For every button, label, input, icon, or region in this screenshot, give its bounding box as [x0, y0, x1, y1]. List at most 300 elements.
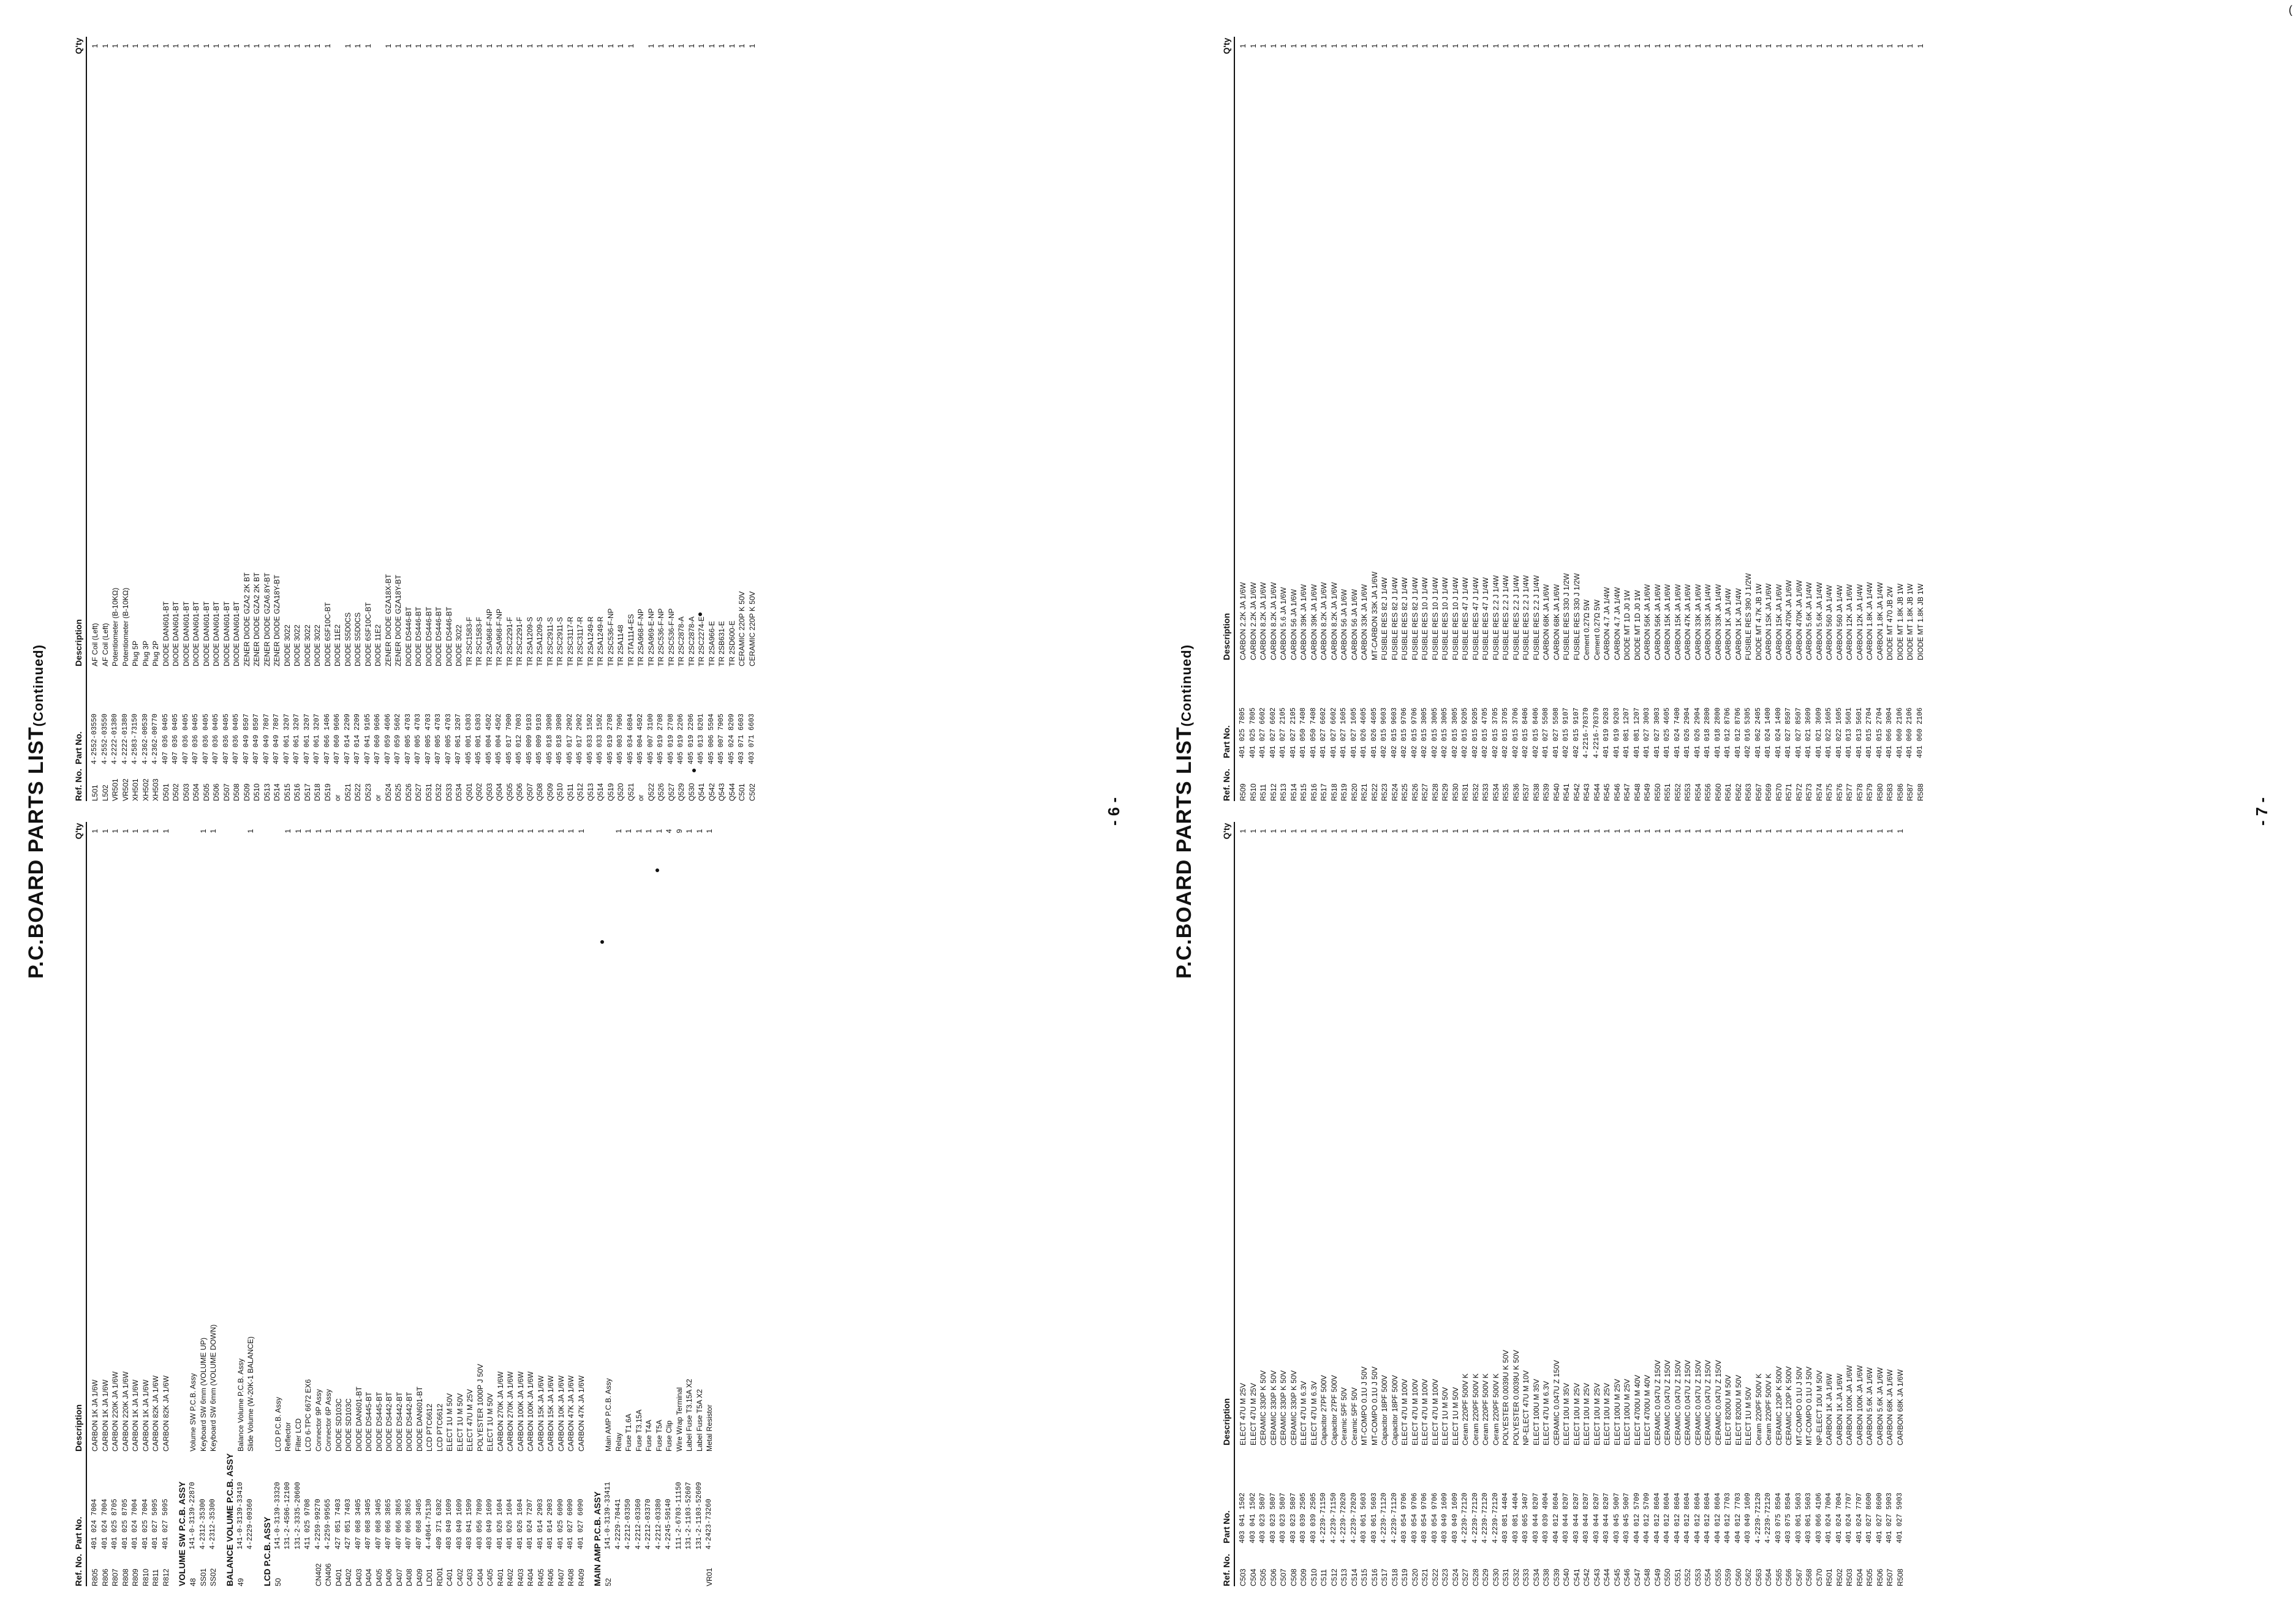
ref-cell: R578 [1855, 783, 1864, 801]
qty-cell: 1 [1248, 43, 1258, 48]
description-cell: Balance Volume P.C.B. Assy [236, 1358, 245, 1452]
ref-cell: R506 [1875, 1568, 1884, 1586]
qty-cell: 1 [262, 43, 271, 48]
table-row [1552, 37, 1562, 801]
part-no-cell: 402 015 4705 [1481, 707, 1489, 758]
parts-column-left [1222, 822, 2229, 1586]
table-row [354, 822, 364, 1586]
description-cell: ELECT 100U M 25V [1623, 1379, 1631, 1445]
qty-cell: 1 [576, 43, 584, 48]
table-row [435, 822, 445, 1586]
ref-cell: L501 [91, 785, 99, 801]
part-no-cell: 401 024 7004 [91, 1499, 99, 1550]
ref-cell: R570 [1774, 783, 1783, 801]
qty-cell: 1 [252, 43, 261, 48]
ref-cell: R587 [1906, 783, 1914, 801]
qty-cell: 1 [444, 43, 453, 48]
qty-cell: 1 [1754, 829, 1763, 834]
part-no-cell: 403 081 4404 [1511, 1493, 1520, 1543]
description-cell: TR 2SC2911-S [556, 617, 564, 666]
part-no-cell: 405 009 9103 [535, 714, 543, 764]
description-cell: FUSIBLE RES 82 J 1/4W [1410, 577, 1419, 660]
table-row [384, 822, 395, 1586]
part-no-cell: 401 012 8706 [1734, 707, 1742, 758]
ref-cell: R527 [1421, 783, 1429, 801]
ref-cell: R532 [1471, 783, 1480, 801]
description-cell: DIODE S5D0CS [353, 612, 362, 666]
table-row [323, 822, 334, 1586]
ref-cell: R552 [1673, 783, 1682, 801]
part-no-cell: 402 015 3005 [1430, 707, 1439, 758]
qty-cell: 1 [1350, 43, 1359, 48]
qty-cell: 1 [1704, 829, 1712, 834]
description-cell: DIODE DS446-BT [424, 606, 433, 666]
table-row [1835, 37, 1845, 801]
qty-cell: 1 [1805, 43, 1813, 48]
description-cell: Fuse T3.15A [634, 1409, 643, 1452]
table-row [404, 822, 415, 1586]
description-cell: CERAMIC 220P K 50V [738, 591, 746, 666]
table-row [1663, 37, 1673, 801]
part-no-cell: 401 062 2405 [1754, 707, 1762, 758]
ref-cell: C568 [1805, 1568, 1813, 1586]
ref-cell: R519 [1340, 783, 1348, 801]
part-no-cell: 401 026 4605 [1370, 707, 1378, 758]
table-row [222, 37, 232, 801]
table-row [1471, 822, 1481, 1586]
description-cell: CARBON 560 JA 1/4W [1835, 585, 1844, 660]
part-no-cell: 407 036 0405 [202, 714, 210, 764]
ref-cell: D526 [404, 783, 413, 801]
ref-cell: C564 [1764, 1568, 1773, 1586]
ref-cell: C554 [1704, 1568, 1712, 1586]
qty-cell: 1 [131, 829, 140, 834]
ref-cell [293, 1550, 304, 1586]
section-heading: LCD P.C.B. ASSY [262, 1516, 272, 1586]
ref-cell: D527 [414, 783, 423, 801]
part-no-cell: 131-2-4506-12100 [284, 1482, 292, 1550]
ref-cell: R531 [1461, 783, 1470, 801]
table-row [1541, 822, 1552, 1586]
table-row [1299, 822, 1309, 1586]
part-no-cell: 407 061 3207 [455, 714, 463, 764]
part-no-cell: 403 056 7809 [475, 1499, 484, 1550]
part-no-cell: 403 041 1509 [466, 1499, 474, 1550]
description-cell: CARBON 560 JA 1/4W [1825, 585, 1833, 660]
qty-cell: 1 [1542, 829, 1550, 834]
table-row [1653, 37, 1663, 801]
ref-cell: R574 [1815, 783, 1824, 801]
table-row [121, 822, 131, 1586]
qty-cell: 1 [1815, 43, 1824, 48]
qty-cell: 1 [1390, 43, 1399, 48]
qty-cell: 1 [111, 43, 119, 48]
part-no-cell: 4-2245-50140 [665, 1499, 673, 1550]
part-no-cell: 401 027 5508 [1542, 707, 1550, 758]
qty-cell: 1 [1491, 43, 1500, 48]
qty-cell: 1 [1471, 43, 1480, 48]
description-cell: DIODE MT 1.8K JB 1W [1916, 583, 1925, 660]
ref-cell: XH503 [151, 778, 160, 801]
description-cell: DIODE DS446-BT [404, 606, 413, 666]
qty-cell: 1 [425, 829, 434, 834]
part-no-cell: 4-2259-99270 [314, 1499, 322, 1550]
description-cell: DIODE 11E2 [374, 624, 382, 666]
table-row [546, 822, 556, 1586]
table-row [181, 37, 192, 801]
ref-cell: C506 [1269, 1568, 1278, 1586]
qty-cell: 1 [1491, 829, 1500, 834]
part-no-cell: 405 007 7905 [717, 714, 725, 764]
ref-cell: D408 [405, 1568, 414, 1586]
description-cell: CARBON 5.6K JA 1/6W [1875, 1367, 1884, 1445]
table-row [1673, 822, 1683, 1586]
ref-cell: R811 [151, 1569, 160, 1586]
table-row [707, 37, 717, 801]
description-cell: CERAMIC 120P K 500V [1774, 1366, 1783, 1445]
description-cell: TR 2SC2878-A [677, 616, 685, 666]
table-row [312, 37, 323, 801]
ref-cell: VR01 [705, 1567, 714, 1586]
part-no-cell: 403 039 2505 [1299, 1493, 1307, 1543]
table-row [1612, 37, 1623, 801]
description-cell: TR 2SC3117-R [576, 616, 584, 666]
part-no-cell: 402 015 9205 [1461, 707, 1469, 758]
part-no-cell: 401 014 2903 [536, 1499, 545, 1550]
table-row [1804, 822, 1815, 1586]
qty-cell: 1 [695, 829, 704, 834]
ref-cell: D504 [192, 783, 200, 801]
table-row [1734, 37, 1744, 801]
description-cell: CARBON 68K JA 1/6W [1552, 584, 1561, 660]
part-no-cell: 4-2239-72120 [1764, 1493, 1772, 1543]
description-cell: DIODE DS442-BT [395, 1391, 404, 1452]
ref-cell: D513 [262, 783, 271, 801]
part-no-cell: 405 017 2902 [565, 714, 574, 764]
ref-cell: C548 [1643, 1568, 1652, 1586]
table-row [151, 822, 161, 1586]
continued-text: (Continued) [31, 644, 46, 727]
ref-cell: C551 [1673, 1568, 1682, 1586]
part-no-cell: 405 007 3100 [646, 714, 655, 764]
part-no-cell: 403 061 5603 [1370, 1493, 1378, 1543]
part-no-cell: 403 044 8207 [1572, 1493, 1580, 1543]
part-no-cell: 403 041 1502 [1248, 1493, 1257, 1543]
description-cell: DIODE 6SF10C-BT [363, 602, 372, 666]
qty-cell: 1 [556, 43, 564, 48]
ref-cell: C513 [1340, 1568, 1348, 1586]
part-no-cell: 4-2583-73150 [131, 714, 139, 764]
description-cell: CERAMIC 0.047U Z 150V [1673, 1360, 1682, 1445]
description-cell: FUSIBLE RES 82 J 1/4W [1400, 577, 1409, 660]
qty-cell: 9 [674, 829, 684, 834]
description-cell: AF Coil (Left) [100, 623, 110, 666]
description-cell: CARBON 1K JA 1/6W [1825, 1373, 1833, 1445]
part-no-cell: 407 005 4703 [414, 714, 422, 764]
qty-cell: 1 [1865, 829, 1874, 834]
ref-cell: LD01 [425, 1568, 434, 1586]
ref-cell: C570 [1815, 1568, 1824, 1586]
qty-cell: 1 [414, 43, 423, 48]
part-no-cell: 402 015 9603 [1380, 707, 1388, 758]
qty-cell: 1 [567, 829, 575, 834]
part-no-cell: 407 060 9606 [333, 714, 341, 764]
table-row [465, 822, 475, 1586]
table-row [624, 822, 634, 1586]
description-cell: CARBON 4.7 JA 1/4W [1612, 587, 1622, 660]
ref-cell: R538 [1531, 783, 1541, 801]
description-cell: CARBON 5.6 JA 1/6W [1279, 587, 1288, 660]
qty-cell: 1 [1663, 43, 1672, 48]
description-cell: CARBON 8.2K JA 1/6W [1259, 582, 1267, 660]
qty-cell: 1 [161, 43, 170, 48]
table-row [282, 37, 293, 801]
header-part: Part No. [1222, 725, 1231, 758]
qty-cell: 1 [404, 43, 413, 48]
description-cell: DIODE DAN601-BT [161, 601, 170, 666]
page-title [1173, 37, 1196, 1586]
ref-cell: R403 [516, 1568, 525, 1586]
part-no-cell: 141-0-3139-33320 [273, 1482, 282, 1550]
qty-cell: 1 [516, 829, 525, 834]
part-no-cell: 401 027 6602 [1269, 707, 1277, 758]
qty-cell: 1 [1845, 829, 1854, 834]
ref-cell: C540 [1562, 1568, 1571, 1586]
table-row [90, 37, 100, 801]
ref-cell: R579 [1865, 783, 1874, 801]
qty-cell: 1 [1895, 43, 1905, 48]
scan-dot [698, 612, 702, 616]
qty-cell: 1 [1693, 43, 1702, 48]
table-row [1875, 37, 1886, 801]
qty-cell: 1 [1451, 829, 1460, 834]
part-no-cell: 4-2229-09360 [246, 1499, 254, 1550]
table-row [1552, 822, 1562, 1586]
description-cell: CARBON 270K JA 1/6W [506, 1371, 515, 1452]
ref-cell: R536 [1511, 783, 1520, 801]
description-cell: FUSIBLE RES 2.2 J 1/4W [1531, 575, 1541, 660]
table-row [344, 822, 354, 1586]
description-cell: Capacitor 27PF 500V [1320, 1375, 1328, 1445]
part-no-cell: 401 022 1605 [1825, 707, 1833, 758]
description-cell: DIODE DS445-BT [364, 1391, 373, 1452]
description-cell: Fuse Clip [665, 1420, 673, 1452]
part-no-cell: 401 027 1605 [1350, 707, 1358, 758]
description-cell: CERAMIC 330P K 50V [1279, 1370, 1288, 1445]
part-no-cell: 401 014 2903 [546, 1499, 554, 1550]
ref-cell: R553 [1683, 783, 1692, 801]
part-no-cell: 407 066 1406 [323, 714, 331, 764]
table-row [1734, 822, 1744, 1586]
description-cell: FUSIBLE RES 82 J 1/4W [1380, 577, 1389, 660]
ref-cell: C527 [1461, 1568, 1470, 1586]
qty-cell: 1 [1350, 829, 1359, 834]
part-no-cell: 405 019 2708 [606, 714, 614, 764]
header-qty: Q'ty [74, 37, 83, 55]
qty-cell: 1 [1784, 829, 1793, 834]
ref-cell: R509 [1239, 783, 1247, 801]
table-row [1238, 37, 1248, 801]
description-cell: Potentiometer (B-10KΩ) [121, 587, 130, 666]
table-header [1222, 822, 1235, 1586]
description-cell: Plug 5P [131, 640, 140, 666]
table-row [1299, 37, 1309, 801]
part-no-cell: 401 024 1400 [1764, 707, 1772, 758]
part-no-cell: 404 012 8604 [1673, 1493, 1682, 1543]
table-row [1359, 822, 1370, 1586]
qty-cell: 1 [1370, 43, 1379, 48]
description-cell: POLYESTER 0.0039U K 50V [1501, 1350, 1510, 1445]
description-cell: Filter LCD [293, 1418, 303, 1452]
table-row [404, 37, 414, 801]
description-cell: NP-ELECT 10U M 50V [1815, 1370, 1824, 1445]
description-cell: CERAMIC 0.047U Z 150V [1653, 1360, 1662, 1445]
table-row [1501, 37, 1511, 801]
ref-cell: R575 [1825, 783, 1833, 801]
qty-cell: 1 [1774, 43, 1783, 48]
part-no-cell: 403 054 9706 [1410, 1493, 1419, 1543]
table-row [1754, 822, 1764, 1586]
description-cell: DIODE DS442-BT [405, 1391, 414, 1452]
description-cell: CARBON 10K JA 1/6W [556, 1375, 565, 1452]
description-cell: CARBON 82K JA 1/6W [161, 1375, 170, 1452]
part-no-cell: 402 015 9706 [1410, 707, 1419, 758]
part-no-cell: 402 015 9107 [1572, 707, 1580, 758]
description-cell: TR 2SB631-E [717, 620, 726, 666]
qty-cell: 1 [1239, 43, 1247, 48]
description-cell: DIODE MT 1.8K JB 1W [1895, 583, 1905, 660]
qty-cell: 1 [495, 43, 504, 48]
ref-cell: C508 [1289, 1568, 1298, 1586]
table-row [1602, 37, 1612, 801]
part-no-cell: 4-2552-03550 [100, 714, 109, 764]
part-no-cell: 401 025 8705 [111, 1499, 119, 1550]
part-no-cell: 407 005 4703 [444, 714, 453, 764]
description-cell: DIODE SD103C [344, 1398, 353, 1452]
qty-cell: 1 [525, 43, 534, 48]
part-no-cell: 405 033 1502 [586, 714, 594, 764]
qty-cell: 1 [385, 829, 393, 834]
part-no-cell: 401 026 1604 [506, 1499, 514, 1550]
ref-cell: C505 [1259, 1568, 1267, 1586]
description-cell: FUSIBLE RES 82 J 1/4W [1390, 577, 1399, 660]
table-row [1430, 37, 1441, 801]
ref-cell: R518 [1329, 783, 1339, 801]
description-cell: CARBON 1.8K JA 1/4W [1865, 582, 1874, 660]
description-cell: Keyboard SW 6mm (VOLUME UP) [198, 1337, 208, 1452]
qty-cell: 1 [1441, 43, 1449, 48]
qty-cell: 1 [435, 829, 444, 834]
description-cell: CARBON 47K JA 1/6W [576, 1375, 586, 1452]
qty-cell: 1 [374, 829, 383, 834]
part-no-cell: 404 012 5709 [1643, 1493, 1651, 1543]
description-cell: CARBON 15K JA 1/6W [546, 1375, 555, 1452]
description-cell: CARBON 1K JA 1/6W [131, 1379, 140, 1452]
part-no-cell: 404 012 8604 [1693, 1493, 1702, 1543]
header-ref: Ref. No. [74, 1554, 83, 1586]
qty-cell: 1 [1916, 43, 1925, 48]
parts-column-right [74, 37, 1081, 801]
qty-cell: 1 [1612, 43, 1622, 48]
description-cell: NP-ELECT 47U M 10V [1522, 1370, 1530, 1445]
ref-cell: or [333, 794, 342, 801]
table-row [1400, 822, 1410, 1586]
description-cell: Plug 2P [151, 640, 160, 666]
description-cell: CARBON 33K JA 1/4W [1713, 584, 1723, 660]
table-row [704, 822, 715, 1586]
table-row [1400, 37, 1410, 801]
table-row [1885, 822, 1895, 1586]
ref-cell [674, 1550, 685, 1586]
qty-cell: 1 [363, 43, 372, 48]
table-row [343, 37, 353, 801]
table-row [1521, 822, 1531, 1586]
qty-cell: 1 [354, 829, 363, 834]
part-no-cell: 401 018 2800 [1713, 707, 1722, 758]
table-row [211, 37, 222, 801]
qty-cell: 1 [313, 43, 322, 48]
qty-cell: 1 [1825, 43, 1833, 48]
ref-cell: D403 [354, 1568, 363, 1586]
description-cell: MT-COMPO 0.1U J 50V [1805, 1366, 1813, 1445]
ref-cell: R407 [556, 1568, 565, 1586]
description-cell: CERAMIC 0.047U Z 150V [1683, 1360, 1692, 1445]
table-row [1258, 822, 1269, 1586]
part-no-cell: 401 012 8706 [1724, 707, 1732, 758]
qty-cell: 1 [1784, 43, 1793, 48]
part-no-cell: 411 025 9708 [304, 1499, 312, 1550]
part-no-cell: 407 068 3405 [415, 1499, 423, 1550]
description-cell: ELECT 47U M 100V [1410, 1379, 1419, 1445]
ref-cell: Q513 [586, 783, 595, 801]
description-cell: FUSIBLE RES 2.2 J 1/4W [1501, 575, 1510, 660]
qty-cell: 1 [405, 829, 414, 834]
qty-cell: 1 [1360, 43, 1369, 48]
part-no-cell: 407 036 0405 [172, 714, 179, 764]
part-no-cell: 405 012 7003 [515, 714, 523, 764]
ref-cell [644, 1550, 654, 1586]
part-no-cell: 403 081 4404 [1501, 1493, 1509, 1543]
ref-cell: Q543 [717, 783, 726, 801]
table-row [100, 37, 111, 801]
table-row [444, 37, 455, 801]
table-row [1289, 37, 1299, 801]
ref-cell: CN406 [324, 1563, 333, 1586]
description-cell: MT-CARBON 33K JA 1/6W [1370, 571, 1379, 660]
table-row [1723, 822, 1734, 1586]
qty-cell: 1 [364, 829, 373, 834]
description-cell: CARBON 47K JA 1/6W [567, 1375, 575, 1452]
table-row [141, 37, 151, 801]
description-cell: TR 2SC536-F-NP [606, 608, 615, 666]
ref-cell: C544 [1603, 1568, 1611, 1586]
ref-cell: XH502 [141, 778, 150, 801]
description-cell: CERAMIC 0.047U Z 150V [1663, 1360, 1672, 1445]
description-cell: CERAMIC 0.047U Z 150V [1704, 1360, 1712, 1445]
table-row [1410, 37, 1421, 801]
section-heading: BALANCE VOLUME P.C.B. ASSY [224, 1453, 235, 1586]
qty-cell: 1 [586, 43, 595, 48]
table-row [1339, 37, 1350, 801]
table-row [505, 37, 515, 801]
ref-cell: C522 [1430, 1568, 1440, 1586]
table-row [684, 822, 695, 1586]
scan-edge-mark: ( [2289, 4, 2292, 16]
part-no-cell: 401 060 2106 [1906, 707, 1914, 758]
qty-cell: 1 [1592, 43, 1601, 48]
table-row [1390, 37, 1400, 801]
ref-cell: R576 [1835, 783, 1844, 801]
